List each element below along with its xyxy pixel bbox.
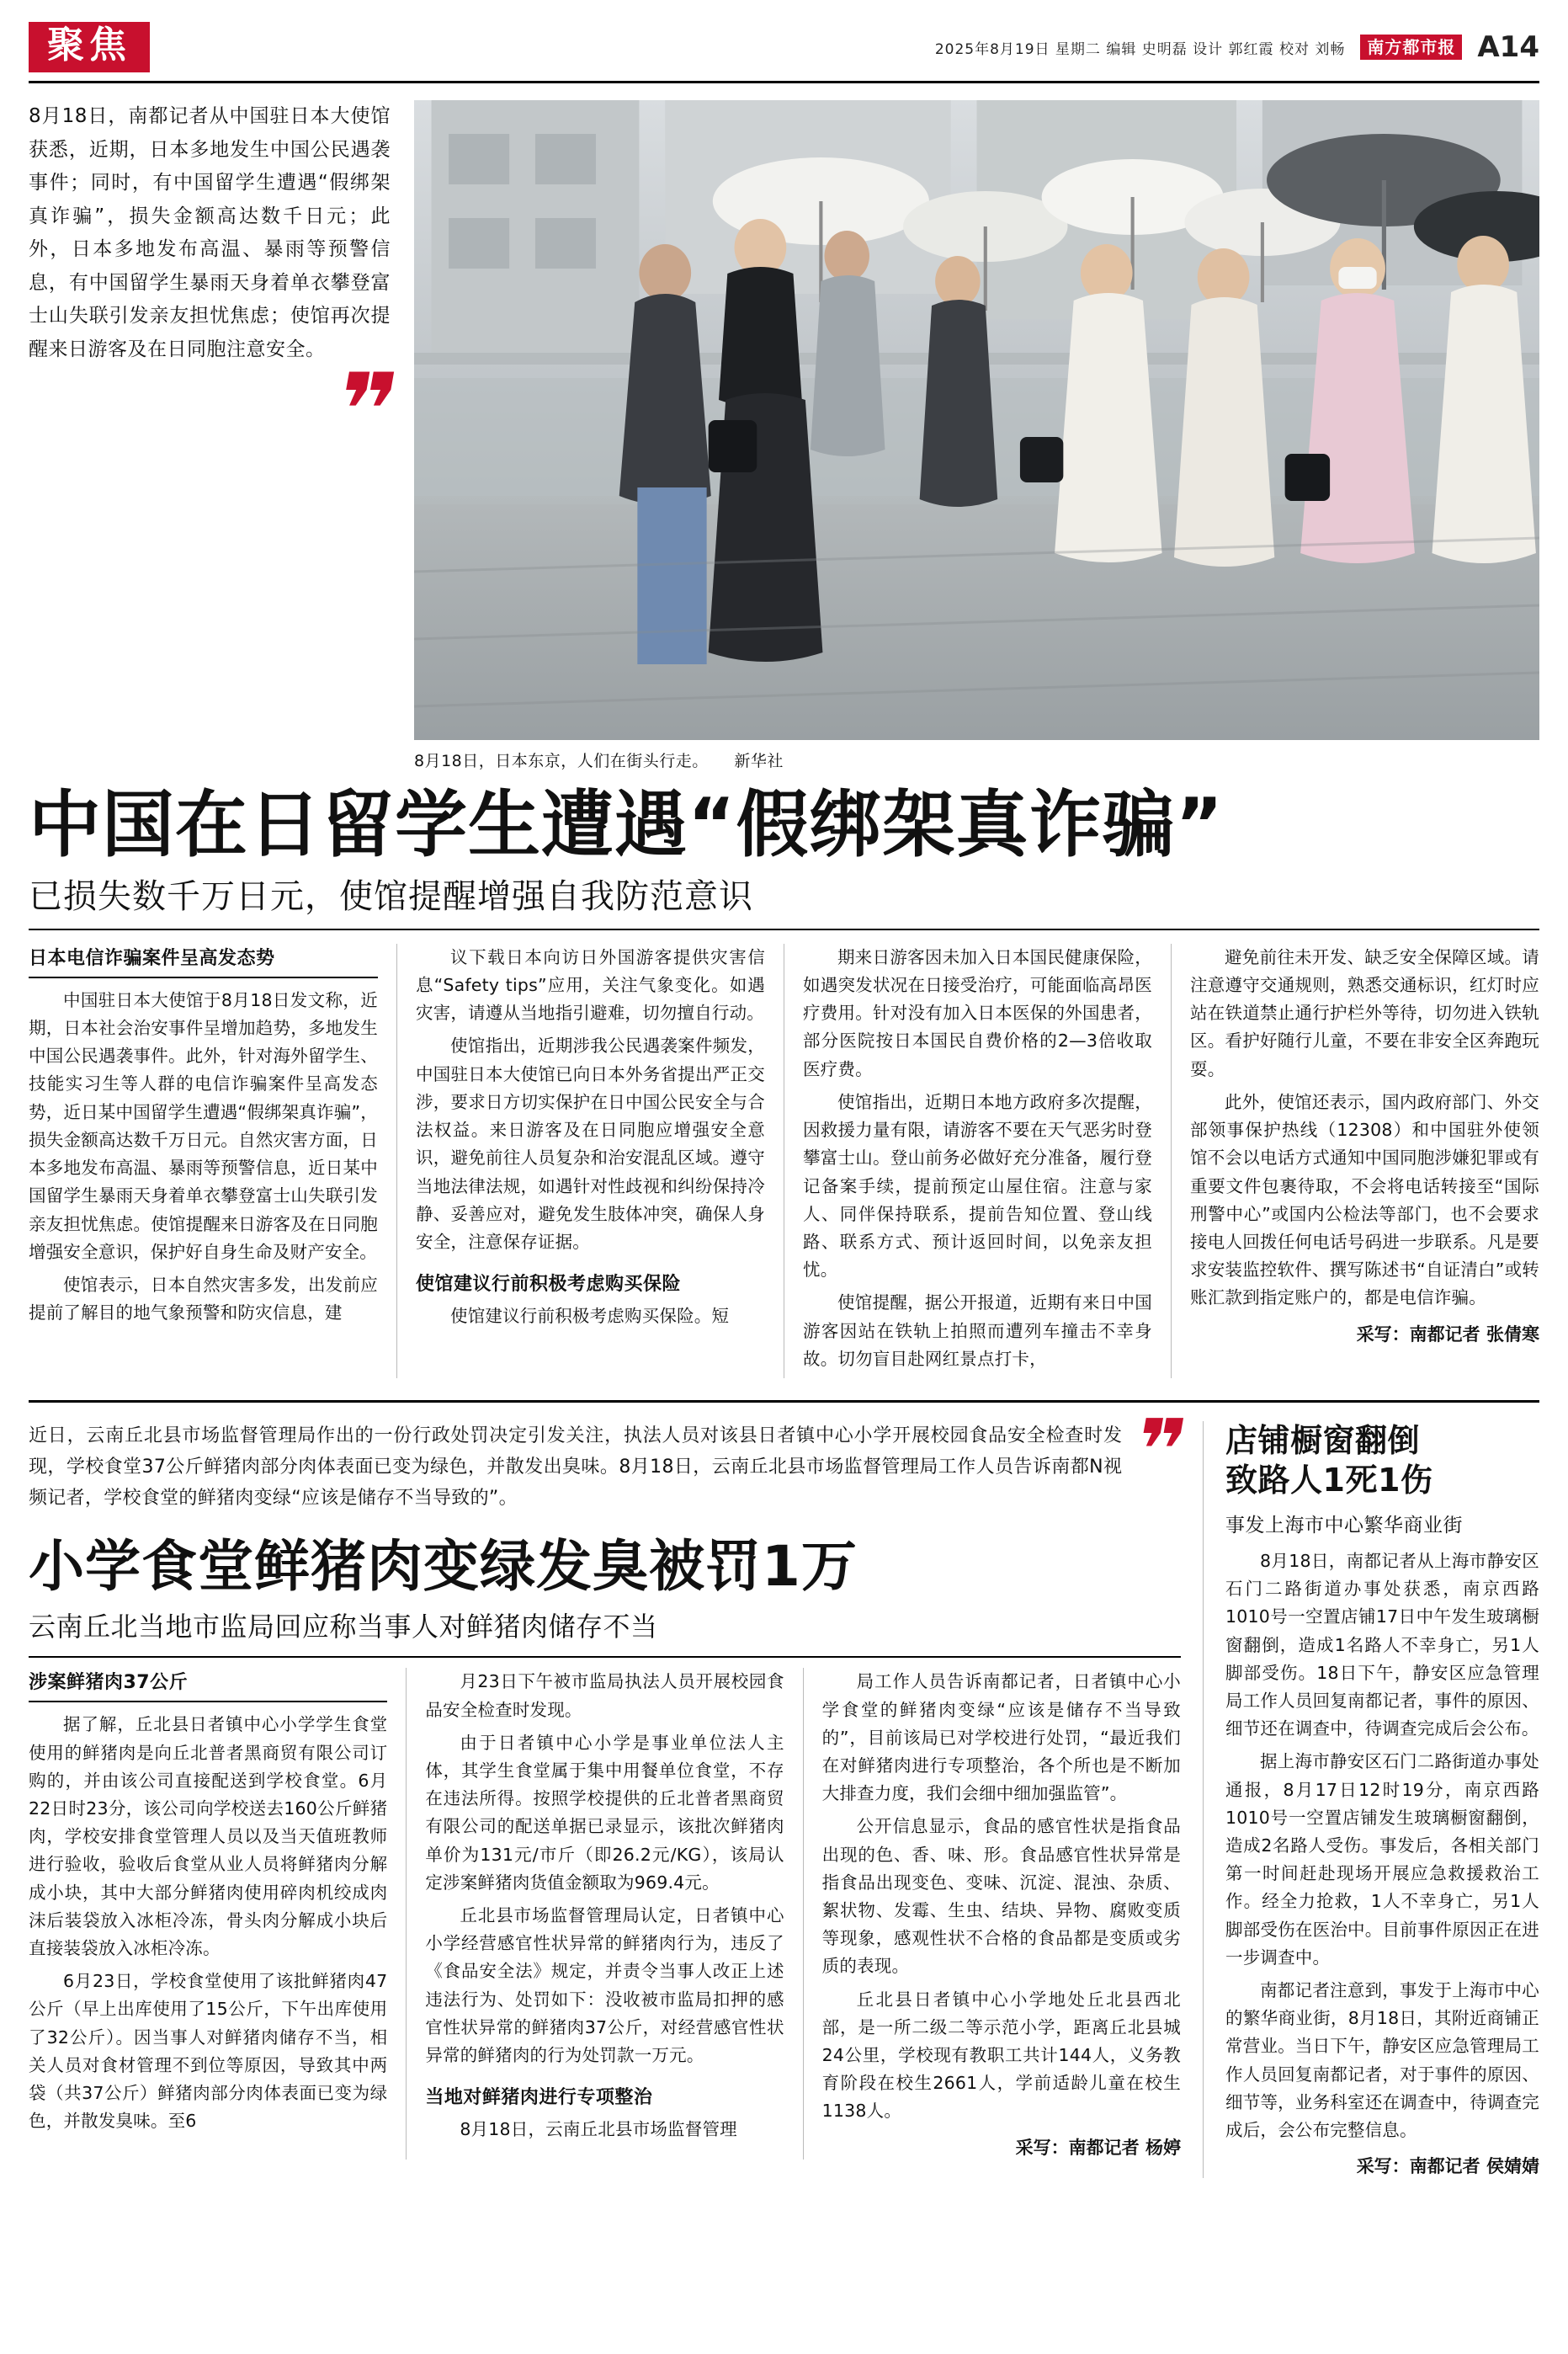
main-headline-block: [29, 783, 1539, 930]
section-heading: 当地对鲜猪肉进行专项整治: [425, 2087, 653, 2109]
paragraph: 丘北县日者镇中心小学地处丘北县西北部，是一所二级二等示范小学，距离丘北县城24公里，学校现有教职工共计144人，义务教育阶段在校生2661人，学前适龄儿童在校生1138人。: [821, 1989, 1181, 2122]
bottom-section: [29, 1400, 1539, 2178]
second-lead-text: 近日，云南丘北县市场监督管理局作出的一份行政处罚决定引发关注，执法人员对该县日者镇中心小学开展校园食品安全检查时发现，学校食堂37公斤鲜猪肉部分肉体表面已变为绿色，并散发出臭味。8月18日，云南丘北县市场监督管理局工作人员告诉南都N视频记者，学校食堂的鲜猪肉变绿“应该是储存不当导致的”。: [29, 1425, 1123, 1509]
paragraph: 6月23日，学校食堂使用了该批鲜猪肉47公斤（早上出库使用了15公斤，下午出库使用了32公斤）。因当事人对鲜猪肉储存不当，相关人员对食材管理不到位等原因，导致其中两袋（共37公斤）鲜猪肉部分肉体表面已变为绿色，并散发臭味。至6: [29, 1971, 388, 2132]
paragraph: 使馆建议行前积极考虑购买保险。短: [450, 1306, 730, 1327]
rule: [29, 1656, 1181, 1658]
paragraph: 8月18日，南都记者从上海市静安区石门二路街道办事处获悉，南京西路1010号一空置店铺17日中午发生玻璃橱窗翻倒，造成1名路人不幸身亡，另1人脚部受伤。18日下午，静安区应急管理局工作人员回复南都记者，事件的原因、细节还在调查中，待调查完成后会公布。: [1225, 1550, 1539, 1739]
article-column-3: [803, 1668, 1181, 2159]
issue-meta: 2025年8月19日 星期二 编辑 史明磊 设计 郭红霞 校对 刘畅: [934, 40, 1346, 58]
news-photo: [414, 100, 1539, 740]
byline: 采写：南都记者 杨婷: [1015, 2137, 1181, 2158]
article-column-2: [406, 1668, 802, 2159]
paragraph: 局工作人员告诉南都记者，日者镇中心小学食堂的鲜猪肉变绿“应该是储存不当导致的”，目前该局已对学校进行处罚，“最近我们在对鲜猪肉进行专项整治，各个所也是不断加大排查力度，我们会细中细加强监管”。: [821, 1671, 1181, 1804]
paragraph: 由于日者镇中心小学是事业单位法人主体，其学生食堂属于集中用餐单位食堂，不存在违法所得。按照学校提供的丘北普者黑商贸有限公司的配送单据已录显示，该批次鲜猪肉单价为131元/市斤（即26.2元/KG），该局认定涉案鲜猪肉货值金额取为969.4元。: [425, 1732, 784, 1893]
paragraph: 此外，使馆还表示，国内政府部门、外交部领事保护热线（12308）和中国驻外使领馆不会以电话方式通知中国同胞涉嫌犯罪或有重要文件包裹待取，不会将电话转接至“国际刑警中心”或国内公检法等部门，也不会要求接电人回拨任何电话号码进一步联系。凡是要求安装监控软件、撰写陈述书“自证清白”或转账汇款到指定账户的，都是电信诈骗。: [1190, 1091, 1539, 1308]
second-article: [29, 1400, 1203, 2178]
paragraph: 公开信息显示，食品的感官性状是指食品出现的色、香、味、形。食品感官性状异常是指食品出现变色、变味、沉淀、混浊、杂质、絮状物、发霉、生虫、结块、异物、腐败变质等现象，感观性状不合格的食品都是变质或劣质的表现。: [821, 1816, 1181, 1977]
section-heading: 涉案鲜猪肉37公斤: [29, 1668, 387, 1702]
second-subhead: 云南丘北当地市监局回应称当事人对鲜猪肉储存不当: [29, 1611, 658, 1643]
paragraph: 据了解，丘北县日者镇中心小学学生食堂使用的鲜猪肉是向丘北普者黑商贸有限公司订购的，并由该公司直接配送到学校食堂。6月22日时23分，该公司向学校送去160公斤鲜猪肉，学校安排食堂管理人员以及当天值班教师进行验收，验收后食堂从业人员将鲜猪肉分解成小块，其中大部分鲜猪肉使用碎肉机绞成肉沫后装袋放入冰柜冷冻，骨头肉分解成小块后直接装袋放入冰柜冷冻。: [29, 1714, 388, 1958]
quote-mark-icon: ❞: [1127, 1400, 1190, 1499]
masthead-right: [935, 30, 1539, 64]
side-title-line1: 店铺橱窗翻倒: [1225, 1421, 1421, 1459]
side-article-title: [1225, 1421, 1539, 1501]
paragraph: 丘北县市场监督管理局认定，日者镇中心小学经营感官性状异常的鲜猪肉行为，违反了《食品安全法》规定，并责令当事人改正上述违法行为、处罚如下：没收被市监局扣押的感官性状异常的鲜猪肉37公斤，对经营感官性状异常的鲜猪肉的行为处罚款一万元。: [425, 1905, 784, 2066]
section-heading: 日本电信诈骗案件呈高发态势: [29, 944, 378, 978]
page-number: A14: [1477, 30, 1539, 64]
masthead-left: [29, 22, 150, 72]
photo-source: 新华社: [734, 752, 784, 770]
article-column-3: [784, 944, 1171, 1378]
lead-column: [29, 100, 401, 771]
main-subhead: 已损失数千万日元，使馆提醒增强自我防范意识: [29, 876, 753, 916]
article-column-4: [1171, 944, 1539, 1378]
paragraph: 据上海市静安区石门二路街道办事处通报，8月17日12时19分，南京西路1010号一空置店铺发生玻璃橱窗翻倒，造成2名路人受伤。事发后，各相关部门第一时间赶赴现场开展应急救援救治工作。经全力抢救，1人不幸身亡，另1人脚部受伤在医治中。目前事件原因正在进一步调查中。: [1225, 1751, 1539, 1968]
photo-column: [414, 100, 1539, 771]
section-heading: 使馆建议行前积极考虑购买保险: [416, 1274, 682, 1296]
paragraph: 使馆指出，近期涉我公民遇袭案件频发，中国驻日本大使馆已向日本外务省提出严正交涉，要求日方切实保护在日中国公民安全与合法权益。来日游客及在日同胞应增强安全意识，避免前往人员复杂和治安混乱区域。遵守当地法律法规，如遇针对性歧视和纠纷保持冷静、妥善应对，避免发生肢体冲突，确保人身安全，注意保存证据。: [416, 1036, 765, 1252]
lead-paragraph: 8月18日，南都记者从中国驻日本大使馆获悉，近期，日本多地发生中国公民遇袭事件；同时，有中国留学生遭遇“假绑架真诈骗”，损失金额高达数千日元；此外，日本多地发布高温、暴雨等预警信息，有中国留学生暴雨天身着单衣攀登富士山失联引发亲友担忧焦虑；使馆再次提醒来日游客及在日同胞注意安全。: [29, 105, 391, 360]
top-section: [29, 100, 1539, 771]
masthead: [29, 22, 1539, 83]
second-lead: [29, 1400, 1190, 1515]
paper-logo: 南方都市报: [1360, 35, 1462, 60]
byline: 采写：南都记者 侯婧婧: [1356, 2156, 1539, 2177]
article-column-1: [29, 944, 396, 1378]
photo-caption: [414, 748, 1539, 771]
paragraph: 月23日下午被市监局执法人员开展校园食品安全检查时发现。: [425, 1671, 784, 1720]
paragraph: 期来日游客因未加入日本国民健康保险，如遇突发状况在日接受治疗，可能面临高昂医疗费用。针对没有加入日本医保的外国患者，部分医院按日本国民自费价格的2—3倍收取医疗费。: [803, 946, 1152, 1079]
paragraph: 8月18日，云南丘北县市场监督管理: [460, 2119, 737, 2140]
second-article-columns: [29, 1668, 1181, 2159]
article-column-1: [29, 1668, 406, 2159]
paragraph: 使馆指出，近期日本地方政府多次提醒，因救援力量有限，请游客不要在天气恶劣时登攀富士山。登山前务必做好充分准备，履行登记备案手续，提前预定山屋住宿。注意与家人、同伴保持联系，提前告知位置、登山线路、联系方式、预计返回时间，以免亲友担忧。: [803, 1091, 1152, 1281]
paragraph: 南都记者注意到，事发于上海市中心的繁华商业街，8月18日，其附近商铺正常营业。当日下午，静安区应急管理局工作人员回复南都记者，对于事件的原因、细节等，业务科室还在调查中，待调查完成后，会公布完整信息。: [1225, 1979, 1539, 2140]
page-title: 中国在日留学生遭遇“假绑架真诈骗”: [29, 783, 1225, 867]
paragraph: 中国驻日本大使馆于8月18日发文称，近期，日本社会治安事件呈增加趋势，多地发生中国公民遇袭事件。此外，针对海外留学生、技能实习生等人群的电信诈骗案件呈高发态势，近日某中国留学生遭遇“假绑架真诈骗”，损失金额高达数千万日元。自然灾害方面，日本多地发布高温、暴雨等预警信息，近日某中国留学生暴雨天身着单衣攀登富士山失联引发亲友担忧焦虑。使馆提醒来日游客及在日同胞增强安全意识，保护好自身生命及财产安全。: [29, 989, 378, 1262]
paragraph: 使馆提醒，据公开报道，近期有来日中国游客因站在铁轨上拍照而遭列车撞击不幸身故。切勿盲目赴网红景点打卡，: [803, 1292, 1152, 1369]
section-divider: [29, 1400, 1539, 1403]
section-label: 聚焦: [29, 22, 150, 72]
paragraph: 使馆表示，日本自然灾害多发，出发前应提前了解目的地气象预警和防灾信息，建: [29, 1274, 378, 1323]
photo-caption-text: 8月18日，日本东京，人们在街头行走。: [414, 752, 709, 770]
byline: 采写：南都记者 张倩寒: [1356, 1323, 1539, 1345]
side-title-line2: 致路人1死1伤: [1225, 1462, 1433, 1499]
paragraph: 议下载日本向访日外国游客提供灾害信息“Safety tips”应用，关注气象变化。如遇灾害，请遵从当地指引避难，切勿擅自行动。: [416, 946, 765, 1024]
side-article: [1203, 1421, 1539, 2178]
side-article-subtitle: 事发上海市中心繁华商业街: [1225, 1514, 1463, 1536]
main-article-columns: [29, 944, 1539, 1378]
quote-mark-icon: ❞: [326, 353, 401, 471]
second-headline: 小学食堂鲜猪肉变绿发臭被罚1万: [29, 1533, 858, 1599]
paragraph: 避免前往未开发、缺乏安全保障区域。请注意遵守交通规则，熟悉交通标识，红灯时应站在铁道禁止通行护栏外等待，切勿进入铁轨区。看护好随行儿童，不要在非安全区奔跑玩耍。: [1190, 946, 1539, 1079]
article-column-2: [396, 944, 784, 1378]
